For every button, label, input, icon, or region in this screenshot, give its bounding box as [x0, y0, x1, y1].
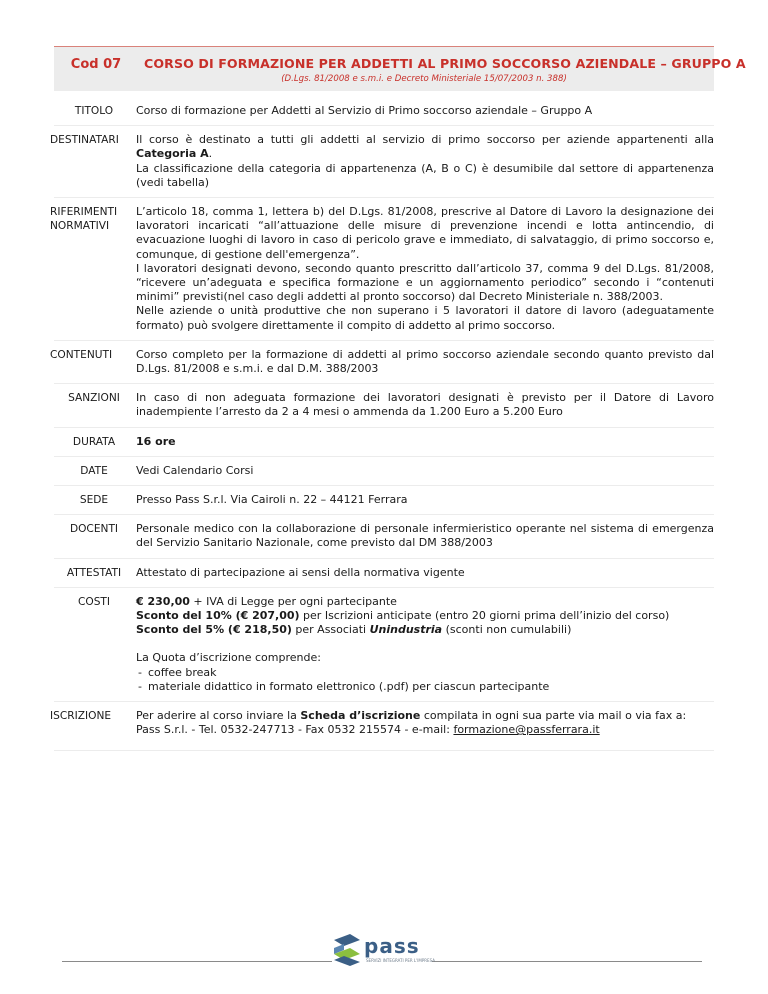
row-date: [54, 457, 714, 486]
email-link[interactable]: formazione@passferrara.it: [453, 723, 600, 737]
durata-value: 16 ore: [136, 434, 176, 448]
row-iscrizione: [50, 702, 714, 750]
course-code: Cod 07: [70, 57, 122, 72]
row-sanzioni: [54, 384, 714, 427]
discount1-rest: per Iscrizioni anticipate (entro 20 giorni prima dell’inizio del corso): [299, 609, 670, 623]
quota-intro: La Quota d’iscrizione comprende:: [136, 651, 321, 665]
label-riferimenti-2: NORMATIVI: [50, 220, 110, 233]
label-sanzioni: SANZIONI: [68, 392, 120, 405]
destinatari-line1-end: .: [208, 147, 213, 161]
pass-logo-icon: [332, 932, 362, 968]
text-sede: Presso Pass S.r.l. Via Cairoli n. 22 – 44121 Ferrara: [136, 493, 408, 507]
label-durata: DURATA: [72, 435, 116, 448]
discount2-rest: (sconti non cumulabili): [442, 623, 572, 637]
course-header: [54, 46, 746, 91]
row-riferimenti: [50, 198, 714, 341]
footer-line-left: [62, 961, 332, 962]
text-date: Vedi Calendario Corsi: [136, 463, 254, 477]
text-durata: [134, 435, 714, 449]
text-iscrizione: [134, 709, 714, 737]
riferimenti-p3: Nelle aziende o unità produttive che non superano i 5 lavoratori il datore di lavoro (adeguatamente formato) può svolgere direttamente il compito di addetto al primo soccorso.: [136, 304, 714, 332]
row-attestati: [54, 559, 714, 588]
label-titolo: TITOLO: [74, 105, 114, 117]
label-destinatari: DESTINATARI: [50, 134, 119, 147]
course-title: CORSO DI FORMAZIONE PER ADDETTI AL PRIMO SOCCORSO AZIENDALE – GRUPPO A: [144, 56, 746, 71]
iscrizione-contacts: Pass S.r.l. - Tel. 0532-247713 - Fax 0532 215574 - e-mail:: [136, 723, 454, 737]
text-titolo: Corso di formazione per Addetti al Servizio di Primo soccorso aziendale – Gruppo A: [136, 104, 593, 117]
destinatari-line2: La classificazione della categoria di appartenenza (A, B o C) è desumibile dal settore di appartenenza (vedi tabella): [136, 161, 714, 189]
category-bold: Categoria A: [136, 147, 209, 161]
course-subtitle: (D.Lgs. 81/2008 e s.m.i. e Decreto Ministeriale 15/07/2003 n. 388): [281, 74, 567, 84]
label-riferimenti: [50, 205, 134, 333]
label-sede: SEDE: [79, 494, 109, 507]
label-iscrizione: ISCRIZIONE: [50, 710, 112, 723]
list-item: - materiale didattico in formato elettronico (.pdf) per ciascun partecipante: [136, 680, 714, 694]
label-costi: COSTI: [77, 595, 111, 608]
quota-list: [136, 666, 714, 694]
list-item: - coffee break: [136, 666, 714, 680]
text-destinatari: [134, 133, 714, 190]
text-costi: [134, 595, 714, 694]
label-attestati: ATTESTATI: [66, 566, 122, 579]
row-destinatari: [50, 126, 714, 198]
label-date: DATE: [80, 464, 108, 477]
footer-line-right: [432, 961, 702, 962]
document-page: [50, 46, 746, 751]
text-attestati: Attestato di partecipazione ai sensi della normativa vigente: [136, 565, 465, 579]
price-rest: + IVA di Legge per ogni partecipante: [189, 594, 397, 608]
label-contenuti: CONTENUTI: [50, 348, 113, 361]
text-sanzioni: In caso di non adeguata formazione dei lavoratori designati è previsto per il Datore di Lavoro inadempiente l’arresto da 2 a 4 mesi o ammenda da 1.200 Euro a 5.200 Euro: [136, 391, 714, 419]
label-riferimenti-1: RIFERIMENTI: [50, 206, 118, 219]
iscrizione-t1-rest: compilata in ogni sua parte via mail o via fax a:: [420, 709, 687, 723]
text-contenuti: Corso completo per la formazione di addetti al primo soccorso aziendale secondo quanto previsto dal D.Lgs. 81/2008 e s.m.i. e dal D.M. 388/2003: [136, 347, 714, 376]
unindustria-brand: Unindustria: [369, 623, 443, 637]
scheda-bold: Scheda d’iscrizione: [300, 709, 421, 723]
discount2-mid: per Associati: [291, 623, 370, 637]
label-docenti: DOCENTI: [69, 523, 119, 536]
row-titolo: [54, 97, 714, 126]
row-durata: [54, 428, 714, 457]
text-docenti: Personale medico con la collaborazione di personale infermieristico operante nel sistema di emergenza del Servizio Sanitario Nazionale, come previsto dal DM 388/2003: [136, 522, 714, 550]
row-contenuti: [50, 341, 714, 384]
row-docenti: [54, 515, 714, 558]
discount2-bold-close: ): [286, 623, 292, 637]
riferimenti-p1: L’articolo 18, comma 1, lettera b) del D.Lgs. 81/2008, prescrive al Datore di Lavoro la designazione dei lavoratori incaricati “all’attuazione delle misure di prevenzione incendi e lotta antincendio, di evacuazione luoghi di lavoro in caso di pericolo grave e immediato, di salvataggio, di primo soccorso e, comunque, di gestione dell'emergenza”.: [136, 205, 714, 261]
riferimenti-p2: I lavoratori designati devono, secondo quanto prescritto dall’articolo 37, comma 9 del D.Lgs. 81/2008, “ricevere un’adeguata e specifica formazione e un aggiornamento periodico” secondo i “contenuti minimi” previsti(nel caso degli addetti al pronto soccorso) dal Decreto Ministeriale n. 388/2003.: [136, 261, 714, 304]
discount1-bold: Sconto del 10% (€ 207,00): [136, 609, 300, 623]
discount2-bold: Sconto del 5% (€ 218,50: [136, 623, 287, 637]
row-sede: [54, 486, 714, 515]
row-costi: [54, 588, 714, 702]
pass-logo: [332, 932, 435, 970]
course-details: [50, 97, 714, 751]
price: € 230,00: [136, 594, 190, 608]
destinatari-line1: Il corso è destinato a tutti gli addetti al servizio di primo soccorso per aziende appartenenti alla: [136, 133, 714, 147]
logo-tagline: SERVIZI INTEGRATI PER L'IMPRESA: [366, 958, 435, 963]
iscrizione-t1: Per aderire al corso inviare la: [136, 709, 301, 723]
text-riferimenti: [134, 205, 714, 333]
logo-text: pass: [364, 934, 420, 958]
